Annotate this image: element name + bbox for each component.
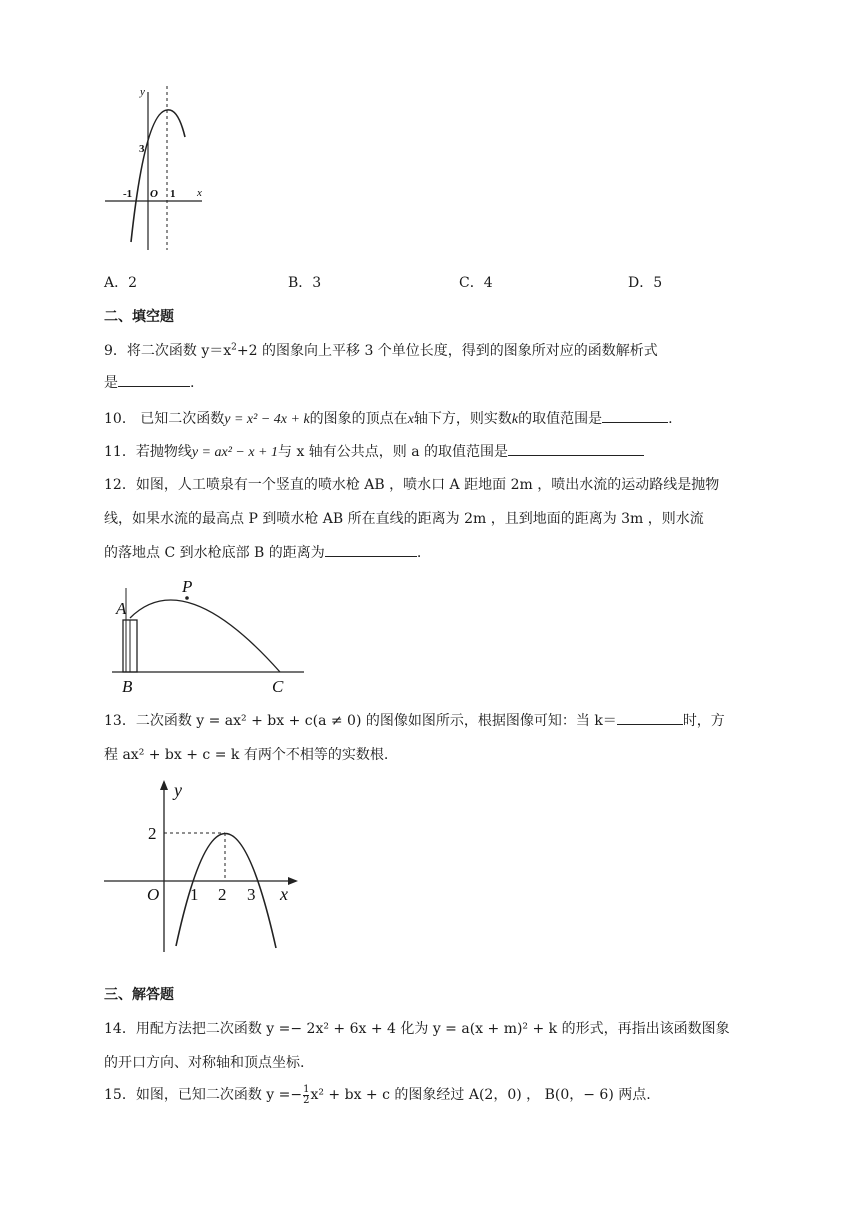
origin-label: O [150, 188, 158, 200]
question-10 [104, 408, 673, 428]
option-c: C．4 [459, 275, 493, 291]
q9-line2: 是 [104, 375, 118, 391]
label-c: C [272, 677, 284, 694]
label-b: B [122, 677, 133, 694]
q12-line3: 的落地点 C 到水枪底部 B 的距离为 [104, 545, 325, 561]
water-trajectory [130, 600, 280, 672]
question-9-line2 [104, 372, 194, 392]
tick-label-neg1: -1 [123, 188, 133, 200]
q11-answer-blank[interactable] [508, 441, 644, 456]
q9-answer-blank[interactable] [118, 372, 190, 387]
question-12-line3 [104, 542, 421, 562]
question-12-line1: 12．如图，人工喷泉有一个竖直的喷水枪 AB ，喷水口 A 距地面 2m ，喷出水流的运动路线是抛物 [104, 477, 720, 493]
q10-mid: 的图象的顶点在 [309, 411, 408, 427]
q10-dot: . [668, 411, 673, 427]
label-p: P [182, 577, 193, 596]
label-a: A [116, 599, 127, 618]
q15-fraction [303, 1085, 309, 1106]
q10-end: 的取值范围是 [518, 411, 603, 427]
tick-label-1: 1 [170, 188, 176, 200]
question-15 [104, 1084, 651, 1106]
q10-x: x [407, 412, 414, 427]
option-a: A．2 [104, 275, 138, 291]
q9-mid: +2 的图象向上平移 3 个单位长度，得到的图象所对应的函数解析式 [236, 343, 658, 359]
x-axis-label: x [197, 187, 202, 199]
q11-end: 与 x 轴有公共点，则 a 的取值范围是 [278, 444, 509, 460]
q9-end: . [190, 375, 195, 391]
question-12-line2: 线，如果水流的最高点 P 到喷水枪 AB 所在直线的距离为 2m ，且到地面的距离为 3m ，则水流 [104, 511, 704, 527]
y-axis-arrow [160, 780, 168, 790]
q12-answer-blank[interactable] [325, 542, 417, 557]
tick-label-3: 3 [247, 885, 256, 904]
tick-label-y2: 2 [148, 824, 157, 843]
tick-label-1: 1 [190, 885, 199, 904]
question-13-line2: 程 ax² + bx + c = k 有两个不相等的实数根. [104, 747, 389, 763]
option-b: B．3 [288, 275, 322, 291]
highest-point-p [185, 596, 189, 600]
q11-prefix: 11．若抛物线 [104, 444, 192, 460]
question-14-line1: 14．用配方法把二次函数 y =− 2x² + 6x + 4 化为 y = a(x + m)² + k 的形式，再指出该函数图象 [104, 1021, 730, 1037]
q10-answer-blank[interactable] [602, 408, 668, 423]
x-axis-label: x [280, 884, 288, 904]
parabola-curve [131, 110, 185, 242]
q15-rest: x² + bx + c 的图象经过 A(2，0) ， B(0，− 6) 两点. [310, 1087, 651, 1103]
x-axis-arrow [288, 877, 298, 885]
section-header-solutions: 三、解答题 [104, 987, 174, 1003]
origin-label: O [147, 885, 160, 904]
question-11 [104, 441, 644, 461]
option-d: D．5 [628, 275, 663, 291]
q11-math: y = ax² − x + 1 [191, 445, 279, 460]
question-14-line2: 的开口方向、对称轴和顶点坐标. [104, 1055, 305, 1071]
y-axis-label: y [140, 86, 145, 98]
q13-line1a: 13．二次函数 y = ax² + bx + c(a ≠ 0) 的图像如图所示，根据图像可知：当 k＝ [104, 713, 617, 729]
tick-label-3: 3 [139, 143, 145, 155]
q10-mid2: 轴下方，则实数 [413, 411, 512, 427]
question-9-line1 [104, 340, 658, 360]
q10-prefix: 10． 已知二次函数 [104, 411, 225, 427]
q15-prefix: 15．如图，已知二次函数 y =− [104, 1087, 303, 1103]
q10-math: y = x² − 4x + k [224, 412, 310, 427]
figure-q8-parabola [100, 82, 210, 252]
section-header-fill-in: 二、填空题 [104, 309, 174, 325]
q15-frac-den: 2 [303, 1094, 310, 1106]
question-13-line1 [104, 710, 725, 730]
q12-end: . [416, 545, 422, 561]
figure-q13-parabola [104, 776, 304, 956]
q15-frac-num: 1 [303, 1083, 310, 1095]
q9-prefix: 9．将二次函数 y＝x [104, 343, 232, 359]
tick-label-2: 2 [218, 885, 227, 904]
q13-line1b: 时，方 [682, 713, 725, 729]
figure-q12-fountain [104, 576, 314, 694]
q9-sup: 2 [231, 342, 237, 353]
q13-answer-blank[interactable] [617, 710, 683, 725]
q10-k: k [511, 412, 519, 427]
y-axis-label: y [174, 780, 182, 800]
